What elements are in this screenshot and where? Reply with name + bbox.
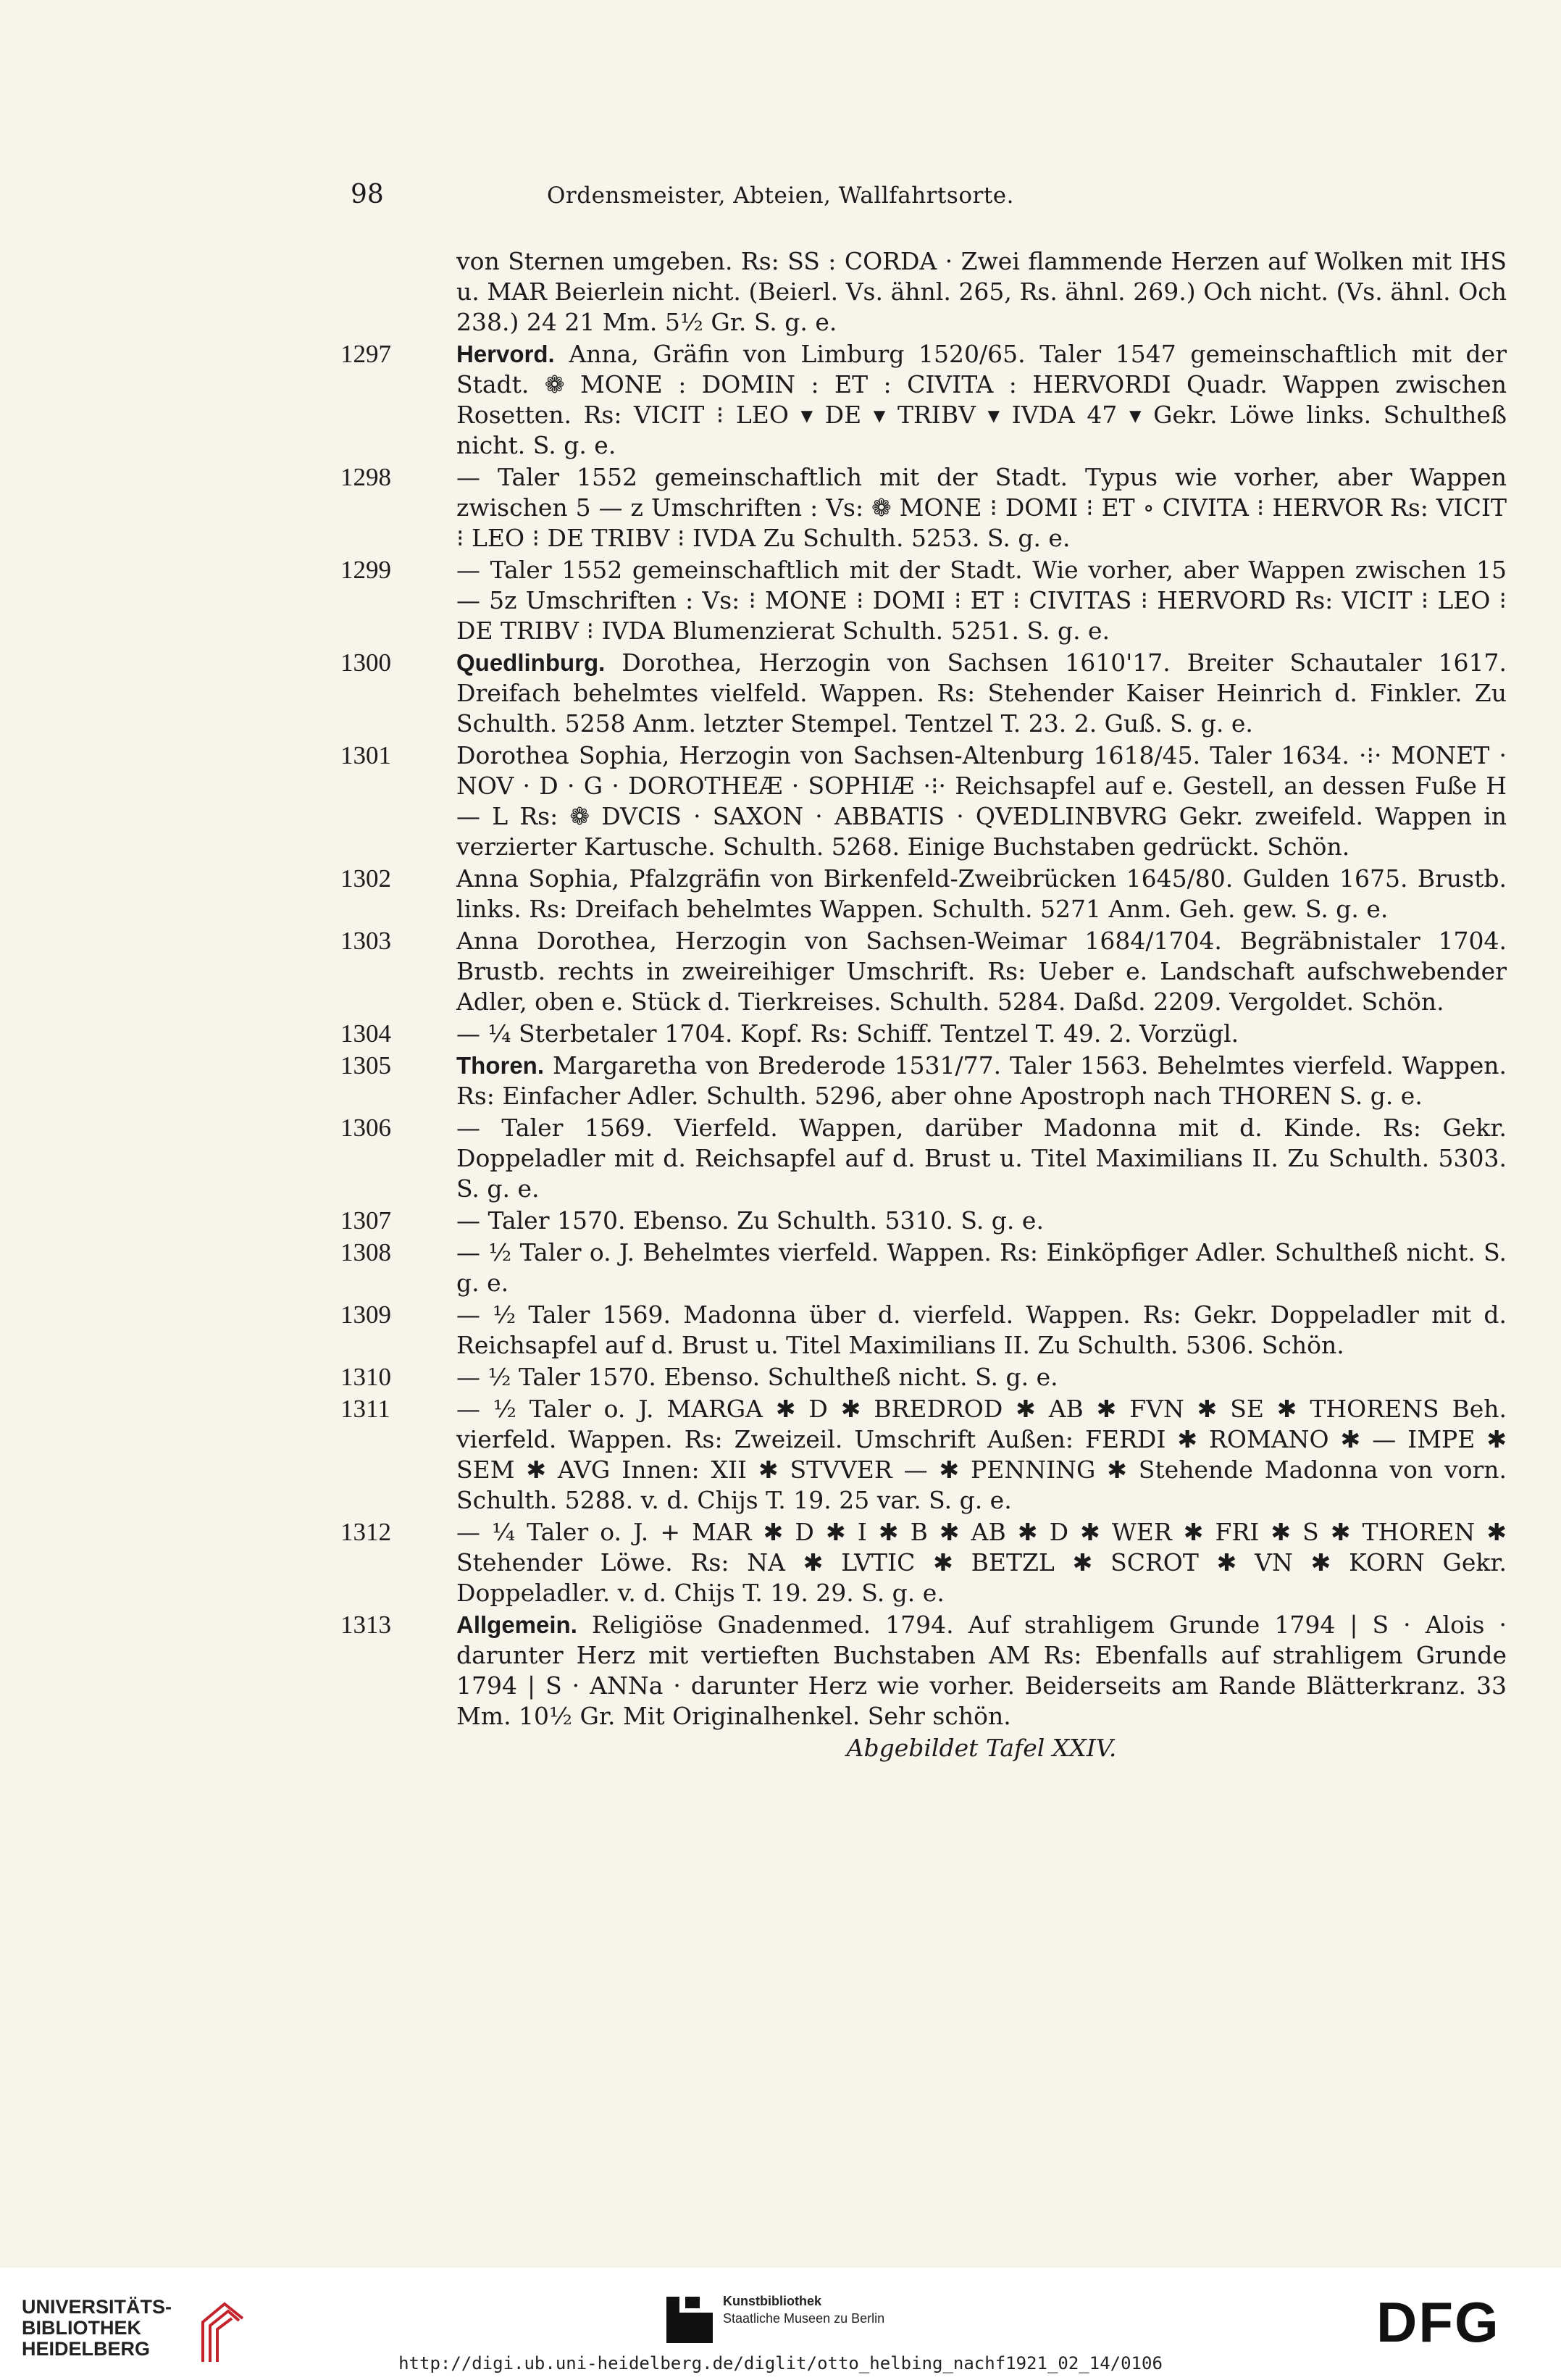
entry-body: — ½ Taler o. J. Behelmtes vierfeld. Wappen. Rs: Einköpfiger Adler. Schultheß nicht. S. g. e. bbox=[456, 1238, 1507, 1297]
entry-number: 1313 bbox=[340, 1611, 391, 1639]
entry-body: Dorothea Sophia, Herzogin von Sachsen-Altenburg 1618/45. Taler 1634. ·⁝· MONET · NOV · D · G · DOROTHEÆ · SOPHIÆ ·⁝· Reichsapfel auf e. Gestell, an dessen Fuße H — L Rs: ❁ DVCIS · SAXON · ABBATIS · QVEDLINBVRG Gekr. zweifeld. Wappen in verzierter Kartusche. Schulth. 5268. Einige Buchstaben gedrückt. Schön. bbox=[456, 741, 1507, 861]
entry-body: — Taler 1552 gemeinschaftlich mit der Stadt. Typus wie vorher, aber Wappen zwischen 5 — z Umschriften : Vs: ❁ MONE ⁝ DOMI ⁝ ET ∘ CIVITA ⁝ HERVOR Rs: VICIT ⁝ LEO ⁝ DE TRIBV ⁝ IVDA Zu Schulth. 5253. S. g. e. bbox=[456, 463, 1507, 552]
illustration-note: Abgebildet Tafel XXIV. bbox=[846, 1734, 1117, 1762]
entry-description bbox=[456, 1237, 1507, 1298]
entry-body: — ½ Taler o. J. MARGA ✱ D ✱ BREDROD ✱ AB ✱ FVN ✱ SE ✱ THORENS Beh. vierfeld. Wappen. Rs: Zweizeil. Umschrift Außen: FERDI ✱ ROMANO ✱ — IMPE ✱ SEM ✱ AVG Innen: XII ✱ STVVER — ✱ PENNING ✱ Stehende Madonna von vorn. Schulth. 5288. v. d. Chijs T. 19. 25 var. S. g. e. bbox=[456, 1395, 1507, 1514]
entry-number: 1309 bbox=[340, 1300, 391, 1329]
entry-body: Anna Sophia, Pfalzgräfin von Birkenfeld-Zweibrücken 1645/80. Gulden 1675. Brustb. links. Rs: Dreifach behelmtes Wappen. Schulth. 5271 Anm. Geh. gew. S. g. e. bbox=[456, 864, 1507, 923]
page-header bbox=[0, 180, 1561, 216]
entry-number: 1307 bbox=[340, 1206, 391, 1235]
catalog-entry bbox=[340, 740, 1507, 862]
catalog-entry bbox=[340, 1019, 1507, 1049]
entry-description bbox=[456, 1019, 1507, 1049]
catalog-entry bbox=[340, 1300, 1507, 1361]
entry-number: 1298 bbox=[340, 463, 391, 491]
entry-description bbox=[456, 1394, 1507, 1516]
catalog-entry bbox=[340, 462, 1507, 554]
catalog-entry bbox=[340, 1362, 1507, 1392]
entry-number: 1305 bbox=[340, 1051, 391, 1080]
catalog-entry bbox=[340, 648, 1507, 739]
entry-place: Thoren. bbox=[456, 1052, 544, 1079]
dfg-label: DFG bbox=[1376, 2297, 1500, 2347]
catalog-entry bbox=[340, 339, 1507, 461]
running-title: Ordensmeister, Abteien, Wallfahrtsorte. bbox=[547, 183, 1014, 209]
entry-body: — ½ Taler 1570. Ebenso. Schultheß nicht. S. g. e. bbox=[456, 1363, 1058, 1391]
entry-place: Allgemein. bbox=[456, 1611, 577, 1638]
entry-number: 1302 bbox=[340, 864, 391, 893]
entry-number: 1308 bbox=[340, 1238, 391, 1266]
entry-description bbox=[456, 555, 1507, 646]
entry-place: Quedlinburg. bbox=[456, 649, 606, 676]
entry-body: Anna, Gräfin von Limburg 1520/65. Taler 1547 gemeinschaftlich mit der Stadt. ❁ MONE : DOMIN : ET : CIVITA : HERVORDI Quadr. Wappen zwischen Rosetten. Rs: VICIT ⁝ LEO ▾ DE ▾ TRIBV ▾ IVDA 47 ▾ Gekr. Löwe links. Schultheß nicht. S. g. e. bbox=[456, 340, 1507, 459]
catalog-entry bbox=[340, 1051, 1507, 1111]
entry-body: — ¼ Sterbetaler 1704. Kopf. Rs: Schiff. Tentzel T. 49. 2. Vorzügl. bbox=[456, 1019, 1239, 1048]
entry-description bbox=[456, 1362, 1507, 1392]
entry-number: 1299 bbox=[340, 556, 391, 584]
entry-description bbox=[456, 1113, 1507, 1204]
entry-number: 1310 bbox=[340, 1363, 391, 1391]
catalog-entry bbox=[340, 555, 1507, 646]
entry-body: Anna Dorothea, Herzogin von Sachsen-Weimar 1684/1704. Begräbnistaler 1704. Brustb. rechts in zweireihiger Umschrift. Rs: Ueber e. Landschaft aufschwebender Adler, oben e. Stück d. Tierkreises. Schulth. 5284. Daßd. 2209. Vergoldet. Schön. bbox=[456, 927, 1507, 1016]
entry-description bbox=[456, 648, 1507, 739]
entry-description bbox=[456, 1517, 1507, 1608]
entry-body: — Taler 1552 gemeinschaftlich mit der Stadt. Wie vorher, aber Wappen zwischen 15 — 5z Umschriften : Vs: ⁝ MONE ⁝ DOMI ⁝ ET ⁝ CIVITAS ⁝ HERVORD Rs: VICIT ⁝ LEO ⁝ DE TRIBV ⁝ IVDA Blumenzierat Schulth. 5251. S. g. e. bbox=[456, 556, 1507, 645]
entry-number: 1306 bbox=[340, 1114, 391, 1142]
library-name: UNIVERSITÄTS- BIBLIOTHEK HEIDELBERG bbox=[22, 2296, 172, 2360]
catalog-entry bbox=[340, 1206, 1507, 1236]
entry-body: Margaretha von Brederode 1531/77. Taler 1563. Behelmtes vierfeld. Wappen. Rs: Einfacher Adler. Schulth. 5296, aber ohne Apostroph nach THOREN S. g. e. bbox=[456, 1051, 1507, 1110]
entry-list bbox=[340, 339, 1507, 1732]
entry-description bbox=[456, 1206, 1507, 1236]
entry-body: — ½ Taler 1569. Madonna über d. vierfeld. Wappen. Rs: Gekr. Doppeladler mit d. Reichsapfel auf d. Brust u. Titel Maximilians II. Zu Schulth. 5306. Schön. bbox=[456, 1300, 1507, 1359]
entry-description bbox=[456, 864, 1507, 924]
footer bbox=[0, 2268, 1561, 2380]
entry-number: 1300 bbox=[340, 648, 391, 677]
entry-description bbox=[456, 1300, 1507, 1361]
entry-description bbox=[456, 339, 1507, 461]
kunstbibliothek-logo[interactable] bbox=[666, 2289, 956, 2355]
entry-description bbox=[456, 462, 1507, 554]
entry-description bbox=[456, 1610, 1507, 1732]
kunstbibliothek-name: Kunstbibliothek Staatliche Museen zu Berlin bbox=[723, 2294, 885, 2326]
source-url[interactable]: http://digi.ub.uni-heidelberg.de/diglit/otto_helbing_nachf1921_02_14/0106 bbox=[398, 2353, 1163, 2373]
continuation-text: von Sternen umgeben. Rs: SS : CORDA · Zwei flammende Herzen auf Wolken mit IHS u. MAR Beierlein nicht. (Beierl. Vs. ähnl. 265, Rs. ähnl. 269.) Och nicht. (Vs. ähnl. Och 238.) 24 21 Mm. 5½ Gr. S. g. e. bbox=[456, 247, 1507, 336]
entry-body: Dorothea, Herzogin von Sachsen 1610'17. Breiter Schautaler 1617. Dreifach behelmtes vielfeld. Wappen. Rs: Stehender Kaiser Heinrich d. Finkler. Zu Schulth. 5258 Anm. letzter Stempel. Tentzel T. 23. 2. Guß. S. g. e. bbox=[456, 648, 1507, 738]
dfg-logo[interactable] bbox=[1376, 2297, 1536, 2347]
catalog-entry bbox=[340, 1610, 1507, 1732]
catalog-entry bbox=[340, 1394, 1507, 1516]
entry-body: — Taler 1569. Vierfeld. Wappen, darüber Madonna mit d. Kinde. Rs: Gekr. Doppeladler mit d. Reichsapfel auf d. Brust u. Titel Maximilians II. Zu Schulth. 5303. S. g. e. bbox=[456, 1114, 1507, 1203]
catalog-entry bbox=[340, 1517, 1507, 1608]
entry-number: 1301 bbox=[340, 741, 391, 769]
catalog-entry bbox=[340, 864, 1507, 924]
entry-number: 1303 bbox=[340, 927, 391, 955]
entry-number: 1297 bbox=[340, 340, 391, 368]
entry-body: — Taler 1570. Ebenso. Zu Schulth. 5310. S. g. e. bbox=[456, 1206, 1044, 1235]
entry-number: 1311 bbox=[340, 1395, 390, 1423]
entry-number: 1304 bbox=[340, 1019, 391, 1048]
entry-body: — ¼ Taler o. J. + MAR ✱ D ✱ I ✱ B ✱ AB ✱ D ✱ WER ✱ FRI ✱ S ✱ THOREN ✱ Stehender Löwe. Rs: NA ✱ LVTIC ✱ BETZL ✱ SCROT ✱ VN ✱ KORN Gekr. Doppeladler. v. d. Chijs T. 19. 29. S. g. e. bbox=[456, 1518, 1507, 1607]
catalog-entry bbox=[340, 1113, 1507, 1204]
entry-description bbox=[456, 1051, 1507, 1111]
catalog-entry bbox=[340, 926, 1507, 1017]
catalog-entry bbox=[340, 1237, 1507, 1298]
entry-body: Religiöse Gnadenmed. 1794. Auf strahligem Grunde 1794 | S · Alois · darunter Herz mit vertieften Buchstaben AM Rs: Ebenfalls auf strahligem Grunde 1794 | S · ANNa · darunter Herz wie vorher. Beiderseits am Rande Blätterkranz. 33 Mm. 10½ Gr. Mit Originalhenkel. Sehr schön. bbox=[456, 1611, 1507, 1730]
entry-description bbox=[456, 926, 1507, 1017]
page-number: 98 bbox=[351, 180, 384, 209]
kunstbibliothek-emblem-icon bbox=[666, 2297, 713, 2343]
catalog-entries bbox=[340, 246, 1507, 1763]
entry-place: Hervord. bbox=[456, 341, 555, 367]
entry-number: 1312 bbox=[340, 1518, 391, 1546]
entry-description bbox=[456, 740, 1507, 862]
